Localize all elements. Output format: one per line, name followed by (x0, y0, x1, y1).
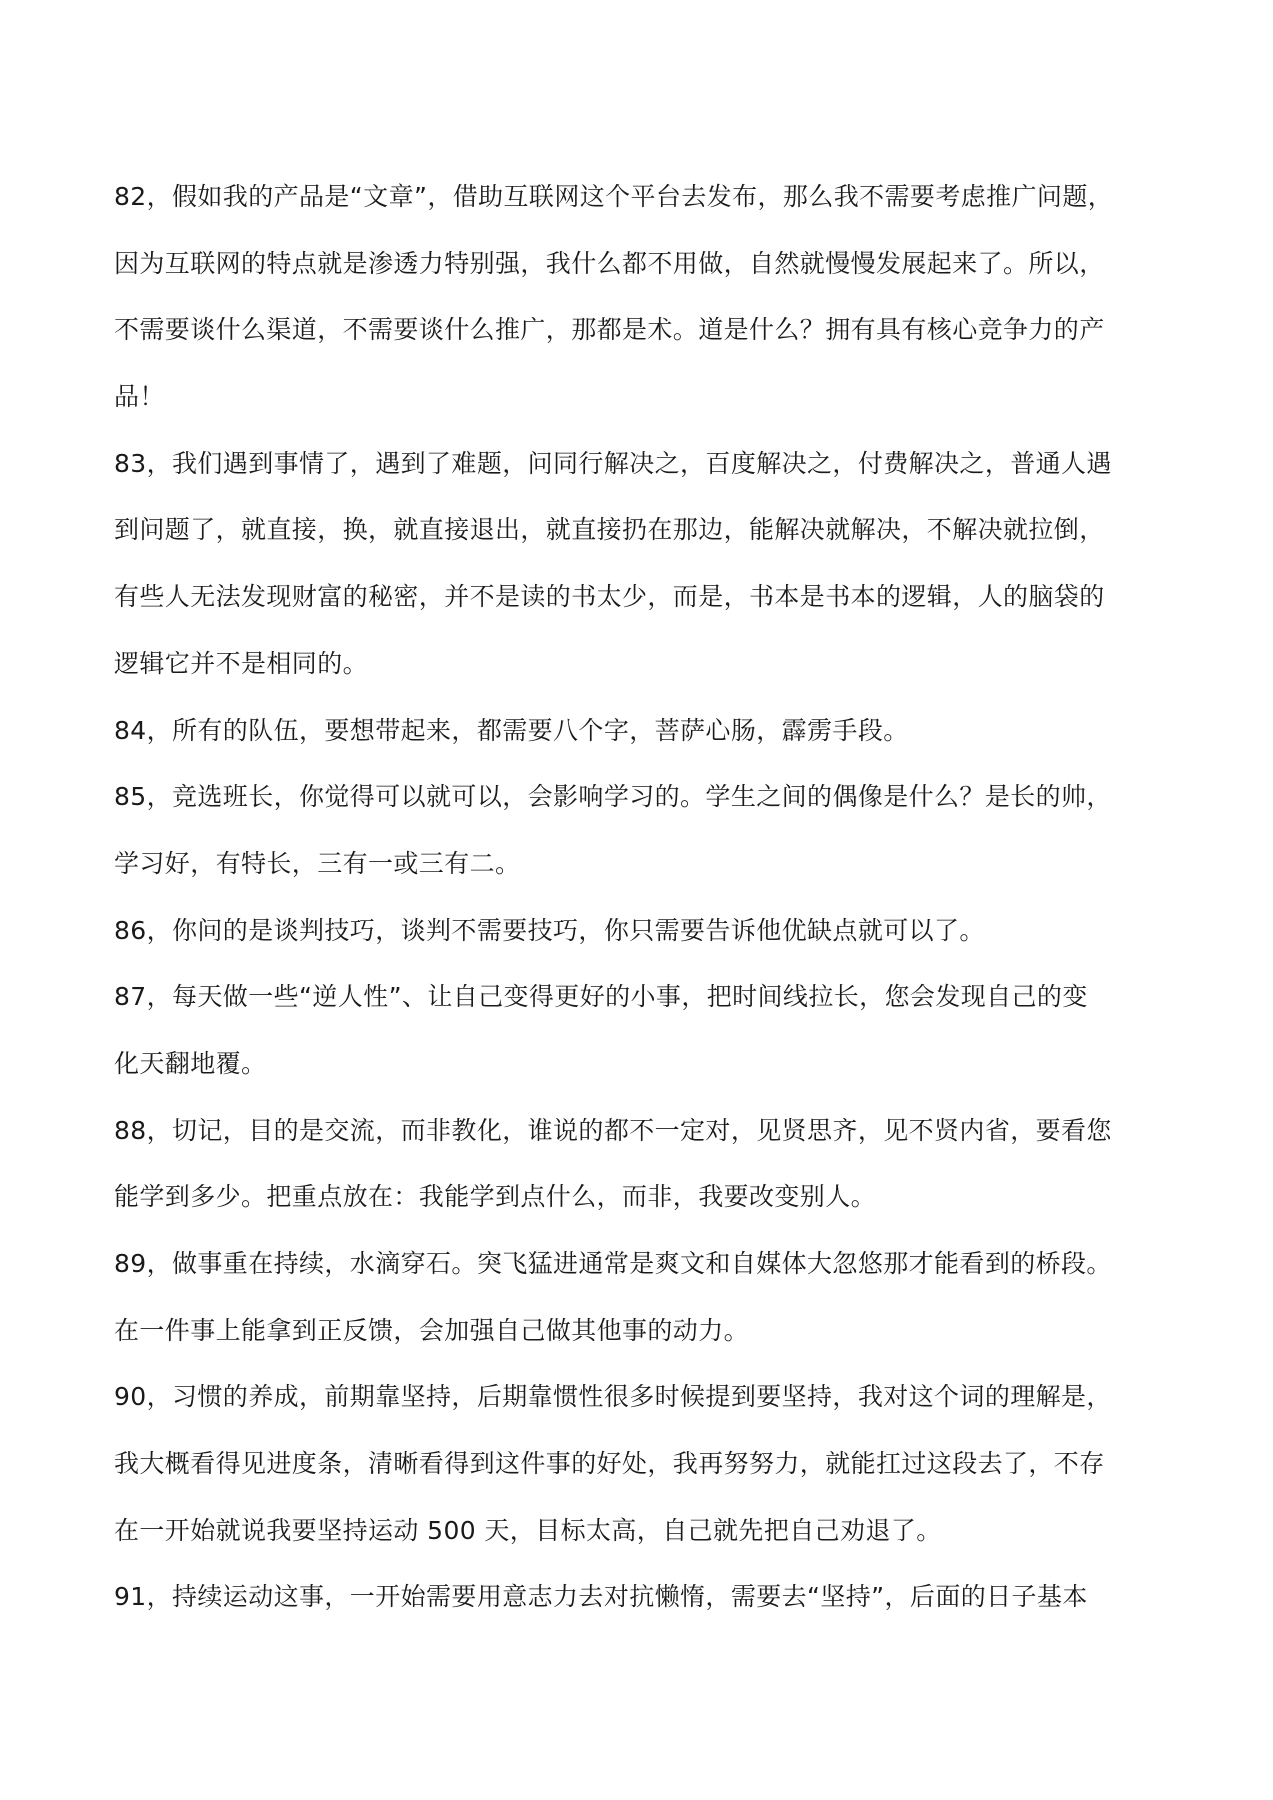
text-line: 化天翻地覆。 (114, 1048, 267, 1078)
text-line: 84，所有的队伍，要想带起来，都需要八个字，菩萨心肠，霹雳手段。 (114, 715, 909, 745)
text-line: 能学到多少。把重点放在：我能学到点什么，而非，我要改变别人。 (114, 1182, 877, 1212)
text-line: 有些人无法发现财富的秘密，并不是读的书太少，而是，书本是书本的逻辑，人的脑袋的 (114, 582, 1105, 612)
text-line: 逻辑它并不是相同的。 (114, 648, 369, 678)
text-line: 86，你问的是谈判技巧，谈判不需要技巧，你只需要告诉他优缺点就可以了。 (114, 915, 985, 945)
text-line: 品！ (114, 382, 165, 412)
text-line: 83，我们遇到事情了，遇到了难题，问同行解决之，百度解决之，付费解决之，普通人遇 (114, 448, 1112, 478)
text-line: 我大概看得见进度条，清晰看得到这件事的好处，我再努努力，就能扛过这段去了，不存 (114, 1449, 1105, 1479)
text-line: 89，做事重在持续，水滴穿石。突飞猛进通常是爽文和自媒体大忽悠那才能看到的桥段。 (114, 1249, 1112, 1278)
text-line: 90，习惯的养成，前期靠坚持，后期靠惯性很多时候提到要坚持，我对这个词的理解是， (114, 1382, 1112, 1412)
document-body (114, 164, 1174, 1631)
text-line: 到问题了，就直接，换，就直接退出，就直接扔在那边，能解决就解决，不解决就拉倒， (114, 515, 1105, 545)
text-line: 在一件事上能拿到正反馈，会加强自己做其他事的动力。 (114, 1315, 750, 1345)
text-line: 因为互联网的特点就是渗透力特别强，我什么都不用做，自然就慢慢发展起来了。所以， (114, 248, 1105, 278)
text-line: 学习好，有特长，三有一或三有二。 (114, 848, 521, 878)
text-line: 91，持续运动这事，一开始需要用意志力去对抗懒惰，需要去“坚持”，后面的日子基本 (114, 1582, 1088, 1612)
text-line: 82，假如我的产品是“文章”，借助互联网这个平台去发布，那么我不需要考虑推广问题， (114, 182, 1114, 211)
text-line: 85，竞选班长，你觉得可以就可以，会影响学习的。学生之间的偶像是什么？是长的帅， (114, 782, 1112, 812)
text-line: 不需要谈什么渠道，不需要谈什么推广，那都是术。道是什么？拥有具有核心竞争力的产 (114, 315, 1105, 345)
text-line: 88，切记，目的是交流，而非教化，谁说的都不一定对，见贤思齐，见不贤内省，要看您 (114, 1115, 1112, 1145)
text-line: 在一开始就说我要坚持运动 500 天，目标太高，自己就先把自己劝退了。 (114, 1515, 942, 1545)
text-line: 87，每天做一些“逆人性”、让自己变得更好的小事，把时间线拉长，您会发现自己的变 (114, 982, 1088, 1012)
